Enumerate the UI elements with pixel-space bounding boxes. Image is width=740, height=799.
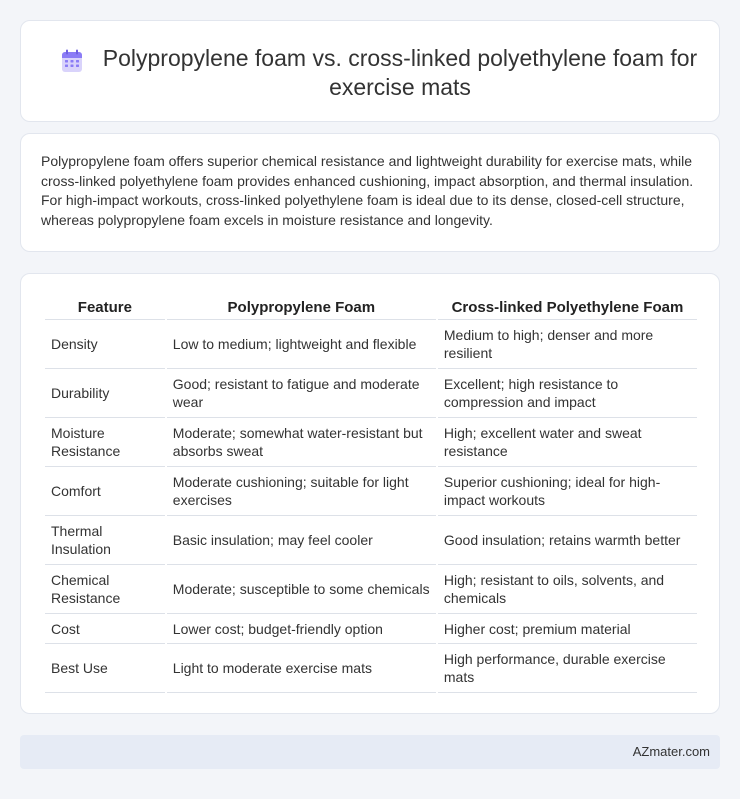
polyethylene-cell: Excellent; high resistance to compression and impact: [438, 369, 697, 418]
feature-cell: Chemical Resistance: [45, 565, 165, 614]
summary-text: Polypropylene foam offers superior chemical resistance and lightweight durability for exercise mats, while cross-linked polyethylene foam provides enhanced cushioning, impact absorption, and thermal insulation. For high-impact workouts, cross-linked polyethylene foam is ideal due to its dense, closed-cell structure, whereas polypropylene foam excels in moisture resistance and longevity.: [41, 153, 694, 228]
polyethylene-cell: Higher cost; premium material: [438, 614, 697, 644]
polypropylene-cell: Low to medium; lightweight and flexible: [167, 320, 436, 369]
polyethylene-cell: Superior cushioning; ideal for high-impact workouts: [438, 467, 697, 516]
comparison-card: [20, 273, 720, 714]
summary-card: [20, 133, 720, 252]
polypropylene-cell: Lower cost; budget-friendly option: [167, 614, 436, 644]
polyethylene-cell: High; resistant to oils, solvents, and chemicals: [438, 565, 697, 614]
table-row: [45, 369, 697, 418]
table-row: [45, 644, 697, 693]
polypropylene-cell: Good; resistant to fatigue and moderate wear: [167, 369, 436, 418]
feature-cell: Moisture Resistance: [45, 418, 165, 467]
title-wrap: [61, 44, 699, 102]
table-header-row: [45, 294, 697, 320]
feature-cell: Thermal Insulation: [45, 516, 165, 565]
polypropylene-cell: Light to moderate exercise mats: [167, 644, 436, 693]
polypropylene-cell: Moderate; somewhat water-resistant but absorbs sweat: [167, 418, 436, 467]
polyethylene-cell: Medium to high; denser and more resilient: [438, 320, 697, 369]
table-row: [45, 614, 697, 644]
feature-cell: Cost: [45, 614, 165, 644]
footer-bar: [20, 735, 720, 769]
polypropylene-cell: Moderate cushioning; suitable for light exercises: [167, 467, 436, 516]
polypropylene-cell: Moderate; susceptible to some chemicals: [167, 565, 436, 614]
feature-cell: Durability: [45, 369, 165, 418]
polypropylene-cell: Basic insulation; may feel cooler: [167, 516, 436, 565]
title-card: [20, 20, 720, 122]
polyethylene-cell: High performance, durable exercise mats: [438, 644, 697, 693]
header-polypropylene: Polypropylene Foam: [167, 294, 436, 320]
feature-cell: Comfort: [45, 467, 165, 516]
table-row: [45, 320, 697, 369]
table-row: [45, 467, 697, 516]
table-row: [45, 418, 697, 467]
page-title: Polypropylene foam vs. cross-linked polyethylene foam for exercise mats: [102, 45, 698, 100]
header-cross-linked-polyethylene: Cross-linked Polyethylene Foam: [438, 294, 697, 320]
feature-cell: Density: [45, 320, 165, 369]
header-feature: Feature: [45, 294, 165, 320]
table-row: [45, 516, 697, 565]
polyethylene-cell: High; excellent water and sweat resistance: [438, 418, 697, 467]
table-row: [45, 565, 697, 614]
polyethylene-cell: Good insulation; retains warmth better: [438, 516, 697, 565]
feature-cell: Best Use: [45, 644, 165, 693]
calendar-icon: [61, 49, 83, 73]
footer-site-name: AZmater.com: [632, 744, 710, 759]
comparison-table: [43, 294, 699, 693]
